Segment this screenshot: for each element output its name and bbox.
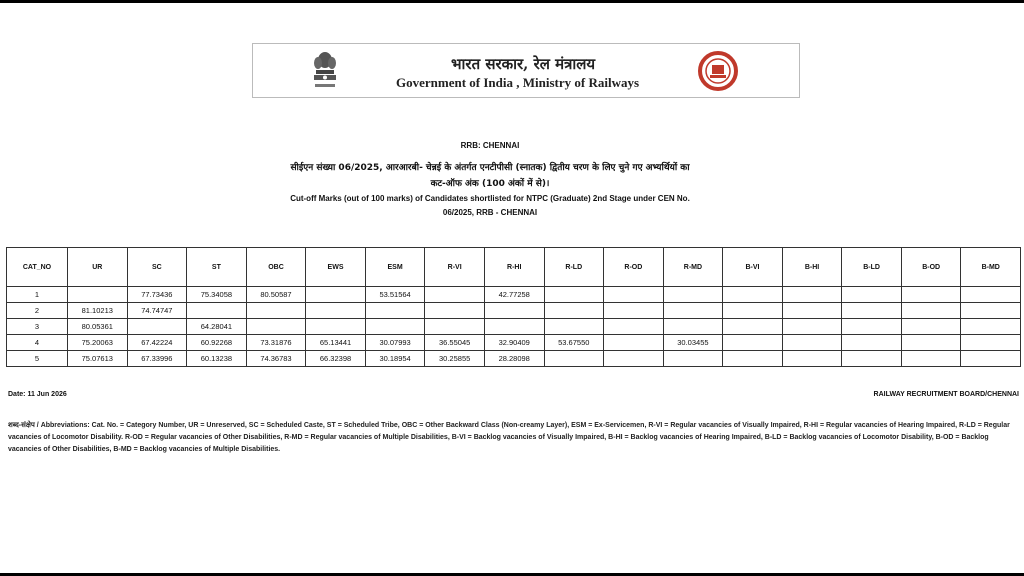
column-header: B-VI bbox=[723, 248, 783, 287]
table-cell: 32.90409 bbox=[484, 335, 544, 351]
cutoff-table bbox=[6, 247, 1021, 367]
table-cell: 30.18954 bbox=[365, 351, 425, 367]
table-cell bbox=[604, 319, 664, 335]
table-cell bbox=[425, 303, 485, 319]
top-border bbox=[0, 0, 1024, 3]
table-cell bbox=[842, 287, 902, 303]
table-cell bbox=[723, 287, 783, 303]
table-cell: 66.32398 bbox=[306, 351, 366, 367]
hindi-title-line1: सीईएन संख्या 06/2025, आरआरबी- चेन्नई के अंतर्गत एनटीपीसी (स्नातक) द्वितीय चरण के लिए चुने गए अभ्यर्थियों का bbox=[290, 163, 690, 173]
table-cell bbox=[723, 319, 783, 335]
table-cell bbox=[484, 319, 544, 335]
notice-date: Date: 11 Jun 2026 bbox=[8, 391, 67, 398]
table-cell bbox=[782, 351, 842, 367]
column-header: ESM bbox=[365, 248, 425, 287]
table-cell bbox=[544, 351, 604, 367]
table-cell bbox=[246, 303, 306, 319]
table-cell bbox=[842, 303, 902, 319]
table-cell bbox=[187, 303, 247, 319]
table-cell: 67.42224 bbox=[127, 335, 187, 351]
table-cell bbox=[663, 287, 723, 303]
table-cell: 3 bbox=[7, 319, 68, 335]
abbreviations-note: शब्द-संक्षेप / Abbreviations: Cat. No. = Category Number, UR = Unreserved, SC = Scheduled Caste, ST = Scheduled Tribe, OBC = Other Backward Class (Non-creamy Layer), ESM = Ex-Servicemen, R-VI = Regular vacancies of Visually Impaired, R-HI = Regular vacancies of Hearing Impaired, R-LD = Regular vacancies of Locomotor Disability. R-OD = Regular vacancies of Other Disabilities, R-MD = Regular vacancies of Multiple Disabilities, B-VI = Backlog vacancies of Visually Impaired, B-HI = Backlog vacancies of Hearing Impaired, B-LD = Backlog vacancies of Locomotor Disability, B-OD = Backlog vacancies of Other Disabilities, B-MD = Backlog vacancies of Multiple Disabilities. bbox=[8, 422, 1010, 453]
table-cell: 64.28041 bbox=[187, 319, 247, 335]
letterhead-hindi: भारत सरकार, रेल मंत्रालय bbox=[451, 55, 596, 73]
table-cell bbox=[901, 319, 961, 335]
column-header: UR bbox=[68, 248, 128, 287]
table-cell bbox=[901, 351, 961, 367]
table-cell bbox=[604, 351, 664, 367]
english-title-line2: 06/2025, RRB - CHENNAI bbox=[442, 208, 538, 217]
table-cell bbox=[663, 319, 723, 335]
table-cell bbox=[544, 319, 604, 335]
column-header: R-HI bbox=[484, 248, 544, 287]
column-header: B-MD bbox=[961, 248, 1021, 287]
table-cell bbox=[723, 351, 783, 367]
table-cell bbox=[544, 287, 604, 303]
column-header: B-HI bbox=[782, 248, 842, 287]
table-cell bbox=[842, 335, 902, 351]
column-header: B-OD bbox=[901, 248, 961, 287]
state-emblem-icon bbox=[309, 50, 341, 92]
table-cell bbox=[961, 287, 1021, 303]
column-header: OBC bbox=[246, 248, 306, 287]
table-cell bbox=[961, 303, 1021, 319]
column-header: CAT_NO bbox=[7, 248, 68, 287]
table-cell: 81.10213 bbox=[68, 303, 128, 319]
table-row bbox=[7, 303, 1021, 319]
table-cell bbox=[246, 319, 306, 335]
table-cell bbox=[961, 351, 1021, 367]
table-cell bbox=[484, 303, 544, 319]
table-body bbox=[7, 287, 1021, 367]
table-cell bbox=[842, 319, 902, 335]
table-cell: 80.50587 bbox=[246, 287, 306, 303]
table-cell: 73.31876 bbox=[246, 335, 306, 351]
letterhead-english: Government of India , Ministry of Railways bbox=[396, 75, 640, 90]
table-cell: 60.92268 bbox=[187, 335, 247, 351]
table-cell bbox=[663, 351, 723, 367]
table-cell: 2 bbox=[7, 303, 68, 319]
table-cell bbox=[604, 287, 664, 303]
table-cell bbox=[306, 287, 366, 303]
table-cell bbox=[961, 335, 1021, 351]
table-cell: 75.20063 bbox=[68, 335, 128, 351]
table-cell bbox=[842, 351, 902, 367]
table-cell bbox=[68, 287, 128, 303]
column-header: ST bbox=[187, 248, 247, 287]
table-cell bbox=[723, 303, 783, 319]
table-cell bbox=[544, 303, 604, 319]
column-header: R-LD bbox=[544, 248, 604, 287]
table-header-row bbox=[7, 248, 1021, 287]
table-cell bbox=[961, 319, 1021, 335]
table-cell: 53.67550 bbox=[544, 335, 604, 351]
table-cell bbox=[663, 303, 723, 319]
letterhead bbox=[252, 43, 800, 98]
table-cell bbox=[782, 319, 842, 335]
table-cell: 30.07993 bbox=[365, 335, 425, 351]
table-row bbox=[7, 287, 1021, 303]
column-header: R-VI bbox=[425, 248, 485, 287]
table-row bbox=[7, 335, 1021, 351]
table-cell bbox=[306, 319, 366, 335]
table-cell bbox=[782, 287, 842, 303]
table-cell bbox=[365, 319, 425, 335]
table-cell: 75.07613 bbox=[68, 351, 128, 367]
table-cell bbox=[901, 287, 961, 303]
table-cell bbox=[127, 319, 187, 335]
table-cell: 74.36783 bbox=[246, 351, 306, 367]
issuing-board: RAILWAY RECRUITMENT BOARD/CHENNAI bbox=[873, 391, 1019, 398]
table-cell: 74.74747 bbox=[127, 303, 187, 319]
table-cell: 67.33996 bbox=[127, 351, 187, 367]
table-cell bbox=[782, 335, 842, 351]
table-cell: 65.13441 bbox=[306, 335, 366, 351]
table-cell bbox=[782, 303, 842, 319]
table-cell bbox=[604, 303, 664, 319]
table-cell: 77.73436 bbox=[127, 287, 187, 303]
table-cell: 30.25855 bbox=[425, 351, 485, 367]
rrb-name: RRB: CHENNAI bbox=[460, 141, 520, 150]
table-cell: 1 bbox=[7, 287, 68, 303]
railway-logo-icon bbox=[698, 51, 738, 91]
table-cell: 28.28098 bbox=[484, 351, 544, 367]
hindi-title-line2: कट-ऑफ अंक (100 अंकों में से)। bbox=[430, 179, 550, 189]
table-cell bbox=[723, 335, 783, 351]
table-cell: 4 bbox=[7, 335, 68, 351]
table-cell: 75.34058 bbox=[187, 287, 247, 303]
column-header: R-OD bbox=[604, 248, 664, 287]
table-cell bbox=[425, 287, 485, 303]
table-cell: 42.77258 bbox=[484, 287, 544, 303]
table-cell: 5 bbox=[7, 351, 68, 367]
table-cell bbox=[425, 319, 485, 335]
column-header: SC bbox=[127, 248, 187, 287]
column-header: B-LD bbox=[842, 248, 902, 287]
table-row bbox=[7, 319, 1021, 335]
english-title-line1: Cut-off Marks (out of 100 marks) of Candidates shortlisted for NTPC (Graduate) 2nd Stage under CEN No. bbox=[290, 194, 690, 203]
column-header: R-MD bbox=[663, 248, 723, 287]
table-cell bbox=[901, 335, 961, 351]
table-cell: 80.05361 bbox=[68, 319, 128, 335]
table-cell: 53.51564 bbox=[365, 287, 425, 303]
table-cell: 36.55045 bbox=[425, 335, 485, 351]
table-row bbox=[7, 351, 1021, 367]
table-cell bbox=[604, 335, 664, 351]
table-cell: 30.03455 bbox=[663, 335, 723, 351]
table-cell bbox=[365, 303, 425, 319]
table-cell bbox=[901, 303, 961, 319]
column-header: EWS bbox=[306, 248, 366, 287]
table-cell: 60.13238 bbox=[187, 351, 247, 367]
table-cell bbox=[306, 303, 366, 319]
